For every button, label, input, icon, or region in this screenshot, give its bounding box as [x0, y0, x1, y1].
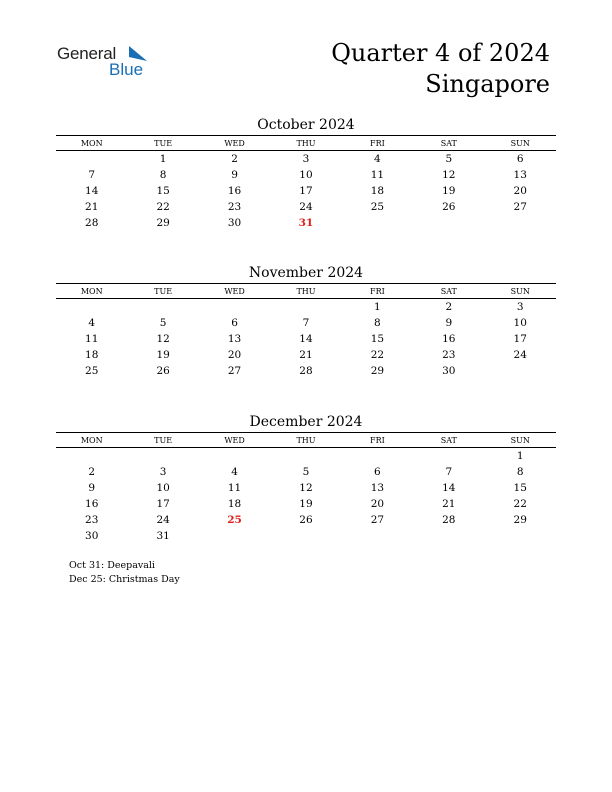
day-cell: 5 — [302, 466, 310, 478]
holiday-note: Oct 31: Deepavali — [69, 560, 155, 571]
weekday-label-sat: SAT — [440, 138, 457, 148]
day-cell: 18 — [85, 349, 99, 361]
day-cell: 19 — [442, 185, 456, 197]
weekday-label-fri: FRI — [370, 286, 385, 296]
day-cell: 31 — [298, 217, 314, 229]
weekday-header — [56, 135, 556, 151]
day-cell: 12 — [156, 333, 170, 345]
page-subtitle: Singapore — [425, 70, 550, 98]
day-cell: 10 — [513, 317, 527, 329]
week-row — [56, 347, 556, 363]
day-cell: 30 — [85, 530, 99, 542]
day-cell: 18 — [227, 498, 242, 510]
month-grid — [56, 448, 556, 544]
day-cell: 13 — [370, 482, 385, 494]
day-cell: 9 — [231, 169, 238, 181]
day-cell: 11 — [85, 333, 99, 345]
day-cell: 20 — [370, 498, 385, 510]
week-row — [56, 167, 556, 183]
week-row — [56, 528, 556, 544]
day-cell: 2 — [88, 466, 96, 478]
weekday-label-thu: THU — [296, 435, 316, 445]
day-cell: 18 — [370, 185, 385, 197]
day-cell: 25 — [85, 365, 99, 377]
week-row — [56, 183, 556, 199]
day-cell: 20 — [513, 185, 527, 197]
week-row — [56, 331, 556, 347]
day-cell: 22 — [156, 201, 170, 213]
day-cell: 13 — [513, 169, 527, 181]
weekday-label-mon: MON — [80, 138, 103, 148]
week-row — [56, 151, 556, 167]
day-cell: 14 — [442, 482, 456, 494]
day-cell: 12 — [442, 169, 456, 181]
week-row — [56, 448, 556, 464]
weekday-label-tue: TUE — [154, 138, 173, 148]
title-block — [331, 38, 550, 100]
day-cell: 21 — [85, 201, 99, 213]
day-cell: 17 — [513, 333, 527, 345]
holiday-note: Dec 25: Christmas Day — [69, 574, 180, 585]
day-cell: 5 — [159, 317, 167, 329]
day-cell: 1 — [159, 153, 167, 165]
week-row — [56, 199, 556, 215]
day-cell: 24 — [156, 514, 170, 526]
weekday-label-thu: THU — [296, 286, 316, 296]
day-cell: 19 — [299, 498, 313, 510]
day-cell: 14 — [85, 185, 99, 197]
month-december — [56, 412, 556, 544]
day-cell: 27 — [370, 514, 385, 526]
day-cell: 2 — [445, 301, 453, 313]
day-cell: 26 — [442, 201, 456, 213]
day-cell: 19 — [156, 349, 170, 361]
day-cell: 15 — [370, 333, 385, 345]
day-cell: 25 — [370, 201, 385, 213]
week-row — [56, 363, 556, 379]
month-november — [56, 263, 556, 379]
day-cell: 9 — [88, 482, 96, 494]
weekday-label-sat: SAT — [440, 435, 457, 445]
day-cell: 23 — [85, 514, 99, 526]
day-cell: 17 — [299, 185, 313, 197]
day-cell: 1 — [374, 301, 381, 313]
day-cell: 29 — [513, 514, 527, 526]
day-cell: 23 — [227, 201, 242, 213]
day-cell: 16 — [442, 333, 456, 345]
weekday-label-sun: SUN — [510, 138, 530, 148]
weekday-label-sat: SAT — [440, 286, 457, 296]
day-cell: 4 — [374, 153, 381, 165]
month-title: October 2024 — [257, 117, 355, 133]
day-cell: 11 — [227, 482, 242, 494]
weekday-label-fri: FRI — [370, 435, 385, 445]
generalblue-logo — [57, 44, 167, 84]
weekday-label-wed: WED — [224, 138, 245, 148]
day-cell: 22 — [370, 349, 385, 361]
day-cell: 24 — [299, 201, 313, 213]
day-cell: 16 — [85, 498, 99, 510]
day-cell: 25 — [227, 514, 242, 526]
day-cell: 17 — [156, 498, 170, 510]
weekday-header — [56, 283, 556, 299]
day-cell: 31 — [156, 530, 170, 542]
day-cell: 24 — [513, 349, 527, 361]
day-cell: 2 — [231, 153, 238, 165]
weekday-label-tue: TUE — [154, 435, 173, 445]
month-grid — [56, 299, 556, 379]
weekday-label-fri: FRI — [370, 138, 385, 148]
day-cell: 22 — [513, 498, 527, 510]
day-cell: 1 — [516, 450, 524, 462]
month-october — [56, 115, 556, 231]
weekday-label-mon: MON — [80, 286, 103, 296]
day-cell: 11 — [370, 169, 385, 181]
day-cell: 20 — [227, 349, 242, 361]
weekday-label-sun: SUN — [510, 286, 530, 296]
day-cell: 15 — [156, 185, 170, 197]
day-cell: 26 — [156, 365, 170, 377]
day-cell: 7 — [445, 466, 453, 478]
day-cell: 21 — [442, 498, 456, 510]
day-cell: 6 — [516, 153, 524, 165]
day-cell: 29 — [370, 365, 385, 377]
day-cell: 8 — [374, 317, 381, 329]
day-cell: 7 — [88, 169, 96, 181]
day-cell: 3 — [159, 466, 167, 478]
day-cell: 4 — [88, 317, 96, 329]
weekday-label-thu: THU — [296, 138, 316, 148]
day-cell: 8 — [159, 169, 167, 181]
weekday-label-sun: SUN — [510, 435, 530, 445]
day-cell: 8 — [516, 466, 524, 478]
day-cell: 28 — [299, 365, 313, 377]
day-cell: 12 — [299, 482, 313, 494]
weekday-label-tue: TUE — [154, 286, 173, 296]
day-cell: 27 — [513, 201, 527, 213]
weekday-label-wed: WED — [224, 435, 245, 445]
day-cell: 28 — [85, 217, 99, 229]
day-cell: 10 — [299, 169, 313, 181]
week-row — [56, 315, 556, 331]
week-row — [56, 464, 556, 480]
week-row — [56, 215, 556, 231]
month-title: November 2024 — [248, 265, 364, 281]
day-cell: 3 — [516, 301, 524, 313]
day-cell: 30 — [227, 217, 242, 229]
day-cell: 21 — [299, 349, 313, 361]
day-cell: 4 — [231, 466, 238, 478]
logo-text-general: General — [57, 44, 117, 63]
day-cell: 7 — [302, 317, 310, 329]
day-cell: 23 — [442, 349, 456, 361]
day-cell: 13 — [227, 333, 242, 345]
day-cell: 5 — [445, 153, 453, 165]
day-cell: 28 — [442, 514, 456, 526]
week-row — [56, 512, 556, 528]
month-title: December 2024 — [249, 414, 363, 430]
day-cell: 30 — [442, 365, 456, 377]
day-cell: 27 — [227, 365, 242, 377]
week-row — [56, 480, 556, 496]
day-cell: 3 — [302, 153, 310, 165]
day-cell: 6 — [231, 317, 238, 329]
day-cell: 14 — [299, 333, 313, 345]
holiday-notes — [69, 559, 180, 587]
day-cell: 10 — [156, 482, 170, 494]
day-cell: 16 — [227, 185, 242, 197]
day-cell: 26 — [299, 514, 313, 526]
week-row — [56, 496, 556, 512]
day-cell: 15 — [513, 482, 527, 494]
page-title: Quarter 4 of 2024 — [331, 39, 550, 67]
weekday-label-wed: WED — [224, 286, 245, 296]
day-cell: 29 — [156, 217, 170, 229]
weekday-header — [56, 432, 556, 448]
day-cell: 6 — [374, 466, 381, 478]
weekday-label-mon: MON — [80, 435, 103, 445]
logo-text-blue: Blue — [109, 60, 144, 79]
week-row — [56, 299, 556, 315]
day-cell: 9 — [445, 317, 453, 329]
month-grid — [56, 151, 556, 231]
